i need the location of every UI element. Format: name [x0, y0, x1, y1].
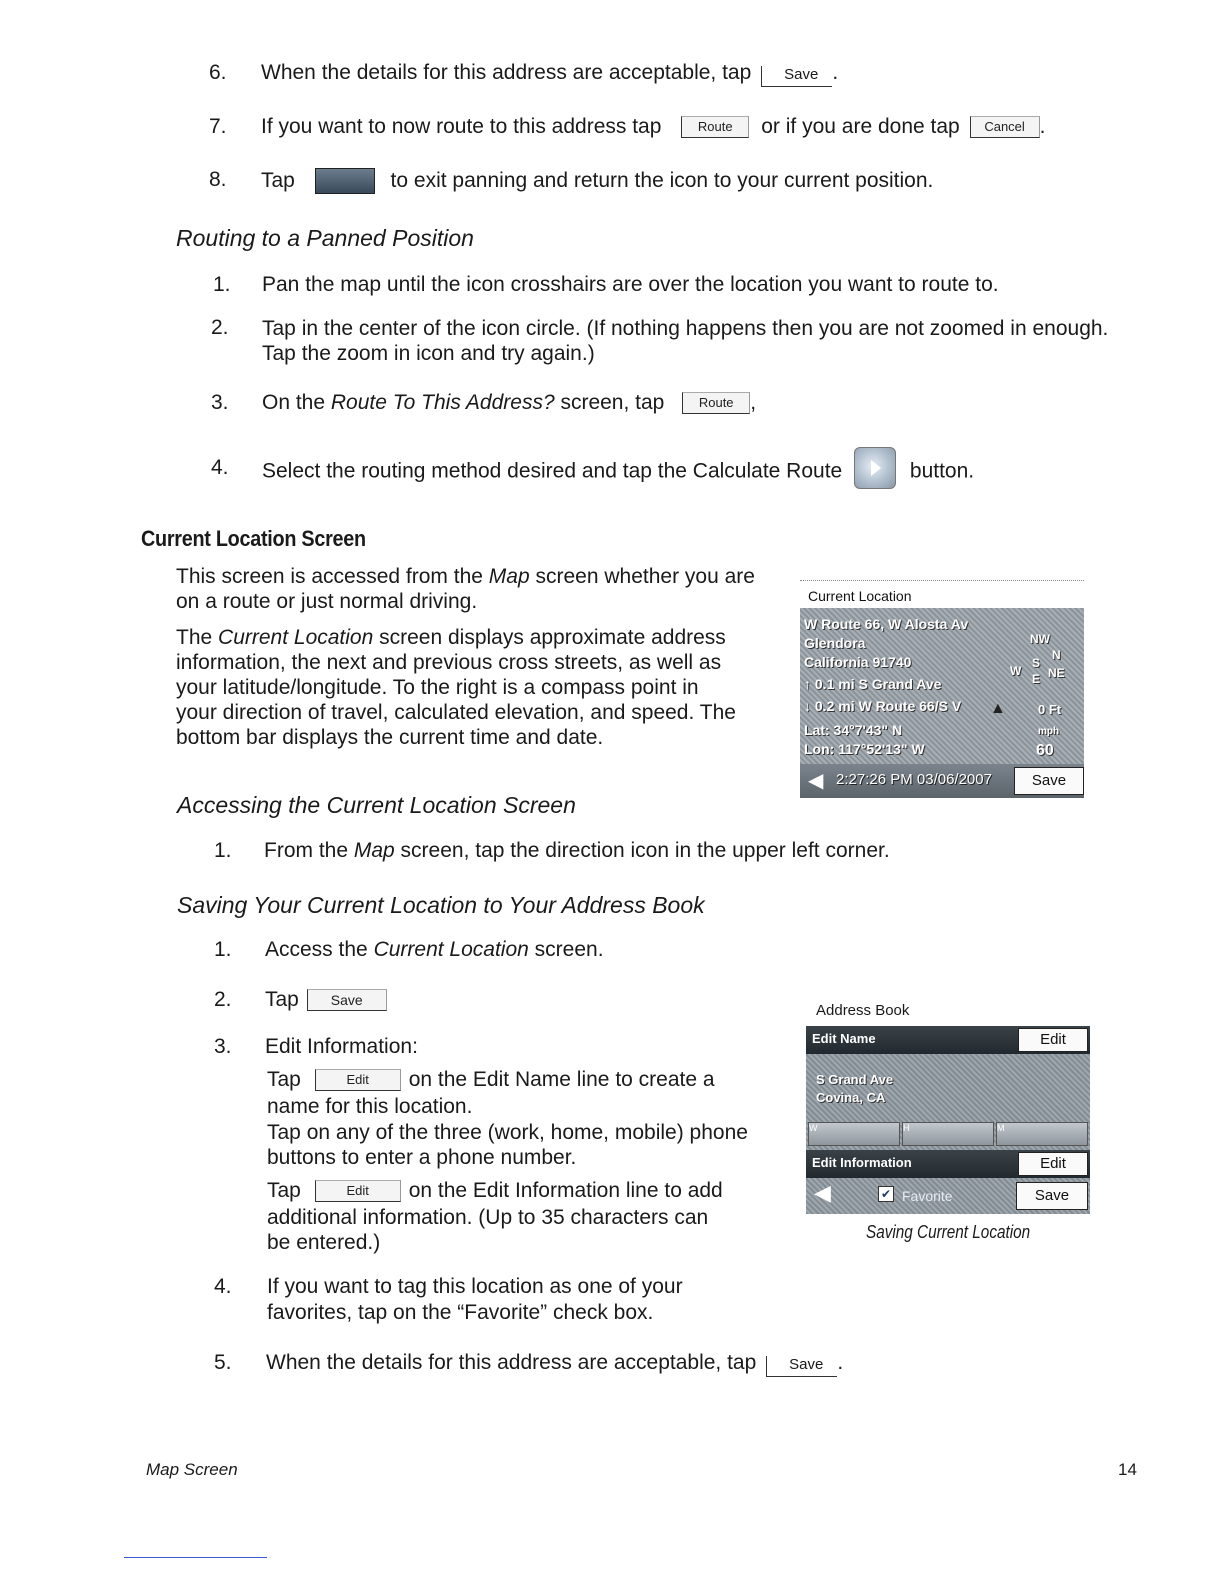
save-button[interactable]: Save — [1016, 1182, 1088, 1210]
step-text-before: Select the routing method desired and tap the Calculate Route — [262, 459, 843, 483]
step-text: When the details for this address are acceptable, tap Save . — [266, 1350, 843, 1377]
step-number: 2. — [214, 988, 232, 1011]
step-number: 2. — [211, 316, 229, 339]
city-line: Covina, CA — [816, 1090, 886, 1105]
paragraph-line: This screen is accessed from the Map screen whether you are — [176, 565, 755, 588]
step-text-before: If you want to now route to this address tap — [261, 115, 662, 138]
current-location-screenshot — [800, 580, 1084, 798]
step-text — [261, 60, 838, 87]
step-text-middle: or if you are done tap — [761, 115, 960, 138]
screen-name: Current Location — [373, 938, 529, 961]
step-text: Tap in the center of the icon circle. (If nothing happens then you are not zoomed in enough. — [262, 317, 1109, 340]
edit-button-inline: Edit — [315, 1180, 401, 1202]
step-text — [261, 168, 933, 194]
step-text-after: . — [832, 61, 839, 84]
favorite-label: Favorite — [902, 1188, 953, 1204]
route-button-inline: Route — [681, 116, 749, 138]
section-heading: Accessing the Current Location Screen — [177, 792, 576, 818]
back-arrow-icon[interactable]: ◀ — [808, 770, 824, 792]
step-subtext: name for this location. — [267, 1095, 473, 1118]
step-text-after: button. — [909, 459, 975, 483]
step-subtext: additional information. (Up to 35 characters can — [267, 1206, 709, 1229]
compass-e: E — [1032, 672, 1041, 686]
paragraph — [176, 564, 766, 614]
step-number: 5. — [214, 1351, 232, 1374]
step-subtext: Tap Edit on the Edit Name line to create a — [267, 1068, 715, 1091]
section-heading: Saving Your Current Location to Your Address Book — [177, 892, 705, 918]
step-text: Edit Information: — [265, 1035, 418, 1058]
latitude-line: Lat: 34°7'43" N — [804, 722, 903, 738]
step-text-after: screen, tap — [554, 391, 665, 414]
screenshot-caption: Current Location — [808, 588, 912, 604]
step-number: 3. — [214, 1035, 232, 1058]
step-text-before: Tap — [261, 169, 295, 192]
edit-information-button[interactable]: Edit — [1018, 1152, 1088, 1176]
footer-section-name: Map Screen — [146, 1460, 238, 1479]
step-number: 1. — [214, 938, 232, 961]
step-text — [261, 114, 1045, 140]
save-button-inline: Save — [307, 989, 387, 1011]
favorite-checkbox[interactable]: ✔ — [878, 1186, 894, 1202]
step-subtext: buttons to enter a phone number. — [267, 1146, 577, 1169]
screenshot-caption: Address Book — [816, 1002, 910, 1019]
step-number: 4. — [211, 456, 229, 479]
state-zip-line: California 91740 — [804, 654, 912, 670]
longitude-line: Lon: 117°52'13" W — [804, 741, 925, 757]
compass-rose — [990, 614, 1080, 764]
time-date: 2:27:26 PM 03/06/2007 — [836, 771, 992, 788]
step-text-continued: Tap the zoom in icon and try again.) — [262, 342, 595, 365]
step-number: 8. — [209, 168, 227, 191]
edit-button-inline: Edit — [315, 1069, 401, 1091]
step-number: 1. — [213, 273, 231, 296]
step-text: If you want to tag this location as one of your — [267, 1275, 683, 1298]
screen-name: Route To This Address? — [330, 391, 555, 414]
step-text-before: When the details for this address are acceptable, tap — [261, 61, 752, 84]
step-number: 6. — [209, 61, 227, 84]
compass-w: W — [1010, 664, 1022, 678]
step-number: 7. — [209, 115, 227, 138]
cancel-button-inline: Cancel — [970, 116, 1040, 138]
city-line: Glendora — [804, 635, 866, 651]
speed-value: 60 — [1036, 742, 1054, 759]
step-text: Access the Current Location screen. — [265, 938, 604, 961]
calculate-route-icon — [854, 447, 896, 489]
next-street-line: ↑ 0.1 mi S Grand Ave — [804, 676, 942, 692]
step-text: Tap Save — [265, 987, 387, 1013]
step-subtext: Tap Edit on the Edit Information line to add — [267, 1179, 723, 1202]
route-button-inline: Route — [682, 392, 750, 414]
compass-s: S — [1032, 656, 1041, 670]
back-arrow-icon[interactable]: ◀ — [814, 1180, 831, 1205]
step-number: 1. — [214, 839, 232, 862]
step-text-after: . — [1039, 115, 1046, 138]
speed-unit: mph — [1038, 726, 1060, 737]
step-number: 4. — [214, 1275, 232, 1298]
section-title: Current Location Screen — [141, 526, 366, 551]
device-screen — [806, 1026, 1090, 1214]
save-button-inline: Save — [761, 66, 832, 87]
compass-ne: NE — [1048, 666, 1065, 680]
paragraph-line: bottom bar displays the current time and date. — [176, 726, 604, 749]
status-bar — [800, 764, 1084, 798]
step-text: From the Map screen, tap the direction icon in the upper left corner. — [264, 839, 890, 862]
paragraph — [176, 625, 766, 750]
paragraph-line: information, the next and previous cross streets, as well as — [176, 651, 722, 674]
current-position-icon — [315, 168, 375, 194]
step-text: Pan the map until the icon crosshairs are over the location you want to route to. — [262, 273, 999, 296]
paragraph-line: your latitude/longitude. To the right is a compass point in — [176, 676, 699, 699]
save-button[interactable]: Save — [1014, 767, 1084, 795]
section-heading: Routing to a Panned Position — [176, 225, 474, 251]
address-line: W Route 66, W Alosta Av — [804, 616, 969, 632]
edit-name-button[interactable]: Edit — [1018, 1028, 1088, 1052]
elevation-value: 0 Ft — [1038, 702, 1062, 717]
work-phone-button[interactable]: W — [808, 1122, 900, 1146]
save-button-inline: Save — [766, 1356, 837, 1377]
elevation-icon: ▲ — [990, 700, 1006, 717]
address-book-screenshot — [806, 1000, 1090, 1248]
compass-nw: NW — [1030, 632, 1050, 646]
address-line: S Grand Ave — [816, 1072, 894, 1087]
paragraph-line: your direction of travel, calculated elevation, and speed. The — [176, 701, 736, 724]
edit-information-row[interactable] — [806, 1150, 1090, 1178]
footer-divider — [124, 1557, 267, 1558]
screen-name: Map — [353, 839, 395, 862]
step-subtext: Tap on any of the three (work, home, mobile) phone — [267, 1121, 748, 1144]
step-text-continued: favorites, tap on the “Favorite” check box. — [267, 1301, 654, 1324]
step-text-before: On the — [262, 391, 331, 414]
paragraph-line: on a route or just normal driving. — [176, 590, 478, 613]
divider — [800, 580, 1084, 581]
figure-caption: Saving Current Location — [866, 1222, 1031, 1242]
step-number: 3. — [211, 391, 229, 414]
device-screen — [800, 608, 1084, 798]
compass-n: N — [1052, 648, 1061, 662]
edit-name-row[interactable] — [806, 1026, 1090, 1054]
step-text-after: to exit panning and return the icon to your current position. — [390, 169, 934, 192]
edit-name-label: Edit Name — [812, 1031, 876, 1046]
home-phone-button[interactable]: H — [902, 1122, 994, 1146]
step-text — [262, 390, 756, 416]
paragraph-line: The Current Location screen displays approximate address — [176, 626, 726, 649]
phone-buttons — [806, 1122, 1090, 1146]
step-subtext: be entered.) — [267, 1231, 381, 1254]
edit-information-label: Edit Information — [812, 1155, 912, 1170]
previous-street-line: ↓ 0.2 mi W Route 66/S V — [804, 698, 962, 714]
step-text-end: , — [750, 391, 757, 414]
page-number: 14 — [1118, 1460, 1137, 1479]
step-text — [262, 455, 974, 489]
mobile-phone-button[interactable]: M — [996, 1122, 1088, 1146]
